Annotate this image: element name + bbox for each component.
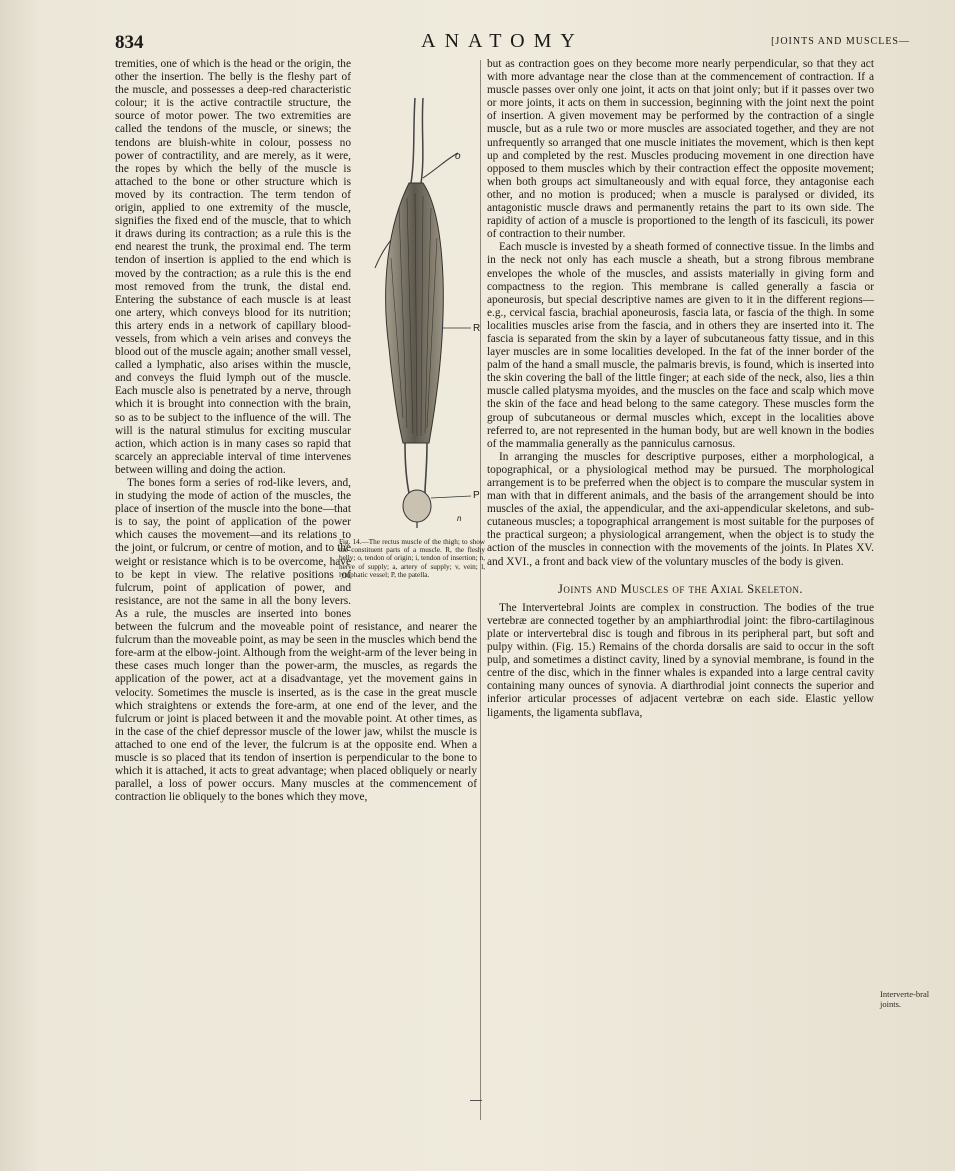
figure-caption: Fig. 14.—The rectus muscle of the thigh; to show the constituent parts of a muscle. R, the fleshy belly; o, tendon of origin; i, tendon of insertion; n, nerve of supply; a, artery of supply; v, vein; l, lymphatic vessel; P, the patella. <box>339 538 485 579</box>
running-title: ANATOMY <box>421 30 584 52</box>
paragraph: tremities, one of which is the head or the origin, the other the insertion. The belly is the fleshy part of the muscle, and possesses a deep-red characteristic colour; it is the active contractile structure, the source of motor power. The two extremities are called the tendons of the muscle, or sinews; the tendons are bluish-white in colour, possess no power of contractility, and are merely, as it were, the ropes by which the belly of the muscle is attached to the bone or other structure which is moved by its contraction. The term tendon of origin, applied to one extremity of the muscle, signifies the fixed end of the muscle, that to which it draws during its contraction; as a rule this is the end nearest the trunk, the proximal end. The term tendon of insertion is applied to the end which is moved by the contraction; as a rule this is the end most removed from the trunk, the distal end. Entering the substance of each muscle is at least one artery, which conveys blood for its nutrition; this artery ends in a network of capillary blood-vessels, from which a vein arises and conveys the blood out of the muscle again; another small vessel, called a lymphatic, also arises within the muscle, and conveys the fluid lymph out of the muscle. Each muscle also is penetrated by a nerve, through which it is brought into connection with the brain, so as to be subject to the influence of the will. The will is the natural stimulus for exciting muscular action, which action is in many cases so rapid that scarcely an appreciable interval of time intervenes between willing and doing the action. <box>115 58 351 476</box>
label-origin: o <box>455 151 461 162</box>
paragraph: The bones form a series of rod-like levers, and, in studying the mode of action of the muscles, the place of insertion of the muscle into the bone—that is to say, the point of application of the power which causes the movement—and its relations to the joint, or fulcrum, or centre of motion, and to the weight or resistance which is to be overcome, have to be kept in view. The relative positions of fulcrum, point of application of power, and resistance, are not the same in all the bony levers. As a rule, the muscles are inserted into bones between the fulcrum and the moveable point of resistance, and nearer the fulcrum than the moveable point, as may be seen in the muscles which bend the fore-arm at the elbow-joint. Although from the weight-arm of the lever being in these cases much longer than the power-arm, the muscles, as regards the application of the power, act at a disadvantage, yet the movement gains in velocity. Sometimes the muscle is inserted, as is the case in the great muscle which straightens or extends the fore-arm, at one end of the lever, and the fulcrum or joint is placed between it and the movable point. At other times, as in the case of the chief depressor muscle of the lower jaw, whilst the muscle is attached to one end of the lever, the fulcrum is at the opposite end. When a muscle is so placed that its tendon of insertion is perpendicular to the bone to which it is attached, it acts to great advantage; when placed obliquely or nearly parallel, a loss of power occurs. Many muscles at the commencement of contraction lie obliquely to the bones which they move, <box>115 477 477 804</box>
running-head <box>115 30 910 56</box>
left-column <box>115 58 485 804</box>
rule-mark <box>470 1100 482 1101</box>
paragraph: but as contraction goes on they become more nearly perpendicular, so that they act with more advantage near the close than at the commencement of contraction. If a muscle passes over only one joint, it acts on that joint only; but if it passes over two or more joints, it acts on them in succession, beginning with the joint next the point of insertion. A given movement may be performed by the contraction of a single muscle, but as a rule two or more muscles are associated together, and they are not unfrequently so arranged that one muscle initiates the movement, which is then kept up and completed by the rest. Muscles producing movement in one direction have opposed to them muscles which by their contraction effect the opposite movement; when both groups act simultaneously and with equal force, they antagonise each other, and no motion is produced; when a muscle is paralysed or divided, its antagonistic muscle draws and permanently retains the part to its own side. The rapidity of action of a muscle is proportioned to the length of its fasciculi, its power of contraction to their number. <box>487 58 874 241</box>
section-heading: Joints and Muscles of the Axial Skeleton. <box>558 581 803 596</box>
label-n: n <box>457 514 462 523</box>
paragraph: Each muscle is invested by a sheath formed of connective tissue. In the limbs and in the neck not only has each muscle a sheath, but a strong fibrous membrane envelopes the whole of the muscles, and assists materially in giving form and compactness to the region. This membrane is called generally a fascia or aponeurosis, but special descriptive names are given to it in the different regions—e.g., cervical fascia, brachial aponeurosis, fascia lata, or fascia of the thigh. In some localities muscles arise from the fascia, and in others they are inserted into it. The fascia is separated from the skin by a layer of subcutaneous fatty tissue, and in this layer muscles are in some localities developed. In the fat of the inner border of the palm of the hand a small muscle, the palmaris brevis, is found, which is inserted into the skin covering the ball of the little finger; at each side of the neck, also, lies a thin muscle called platysma myoides, and the muscles on the face and scalp which move the skin of the face and head belong to the same category. These muscles form the group of subcutaneous or dermal muscles which, except in the localities above referred to, are not represented in the human body, but are well known in the bodies of the mammalia generally as the panniculus carnosus. <box>487 241 874 450</box>
label-patella: P <box>473 490 480 501</box>
right-column <box>487 58 874 720</box>
rectus-muscle-illustration <box>363 98 481 528</box>
section-header: [JOINTS AND MUSCLES— <box>771 36 910 47</box>
paragraph: In arranging the muscles for descriptive purposes, either a morphological, a topographical, or a physiological method may be pursued. The morphological arrangement is to be preferred when the object is to compare the muscular system in man with that in different animals, and the basis of the arrangement should be into muscles of the axial, the appendicular, and the axi-appendicular skeletons, and sub-cutaneous muscles; a topographical arrangement is most suitable for the purposes of the practical surgeon; a physiological arrangement, when the object is to study the action of the muscles in connection with the movements of the joints. In Plates XV. and XVI., a front and back view of the voluntary muscles of the body is given. <box>487 450 874 568</box>
figure-14 <box>339 98 485 614</box>
page-number: 834 <box>115 32 144 53</box>
paragraph: The Intervertebral Joints are complex in construction. The bodies of the true vertebræ are connected together by an amphiarthrodial joint: the fibro-cartilaginous plate or intervertebral disc is tough and fibrous in its peripheral part, but soft and pulpy within. (Fig. 15.) Remains of the chorda dorsalis are said to occur in the soft pulp, and sometimes a distinct cavity, lined by a synovial membrane, is found in the centre of the disc, which in the finner whales is expanded into a large central cavity containing many ounces of synovia. A diarthrodial joint connects the superior and inferior articular processes of adjacent vertebræ on each side. Elastic yellow ligaments, the ligamenta subflava, <box>487 601 874 719</box>
margin-note: Interverte-bral joints. <box>880 989 930 1009</box>
label-belly: R <box>473 323 481 334</box>
